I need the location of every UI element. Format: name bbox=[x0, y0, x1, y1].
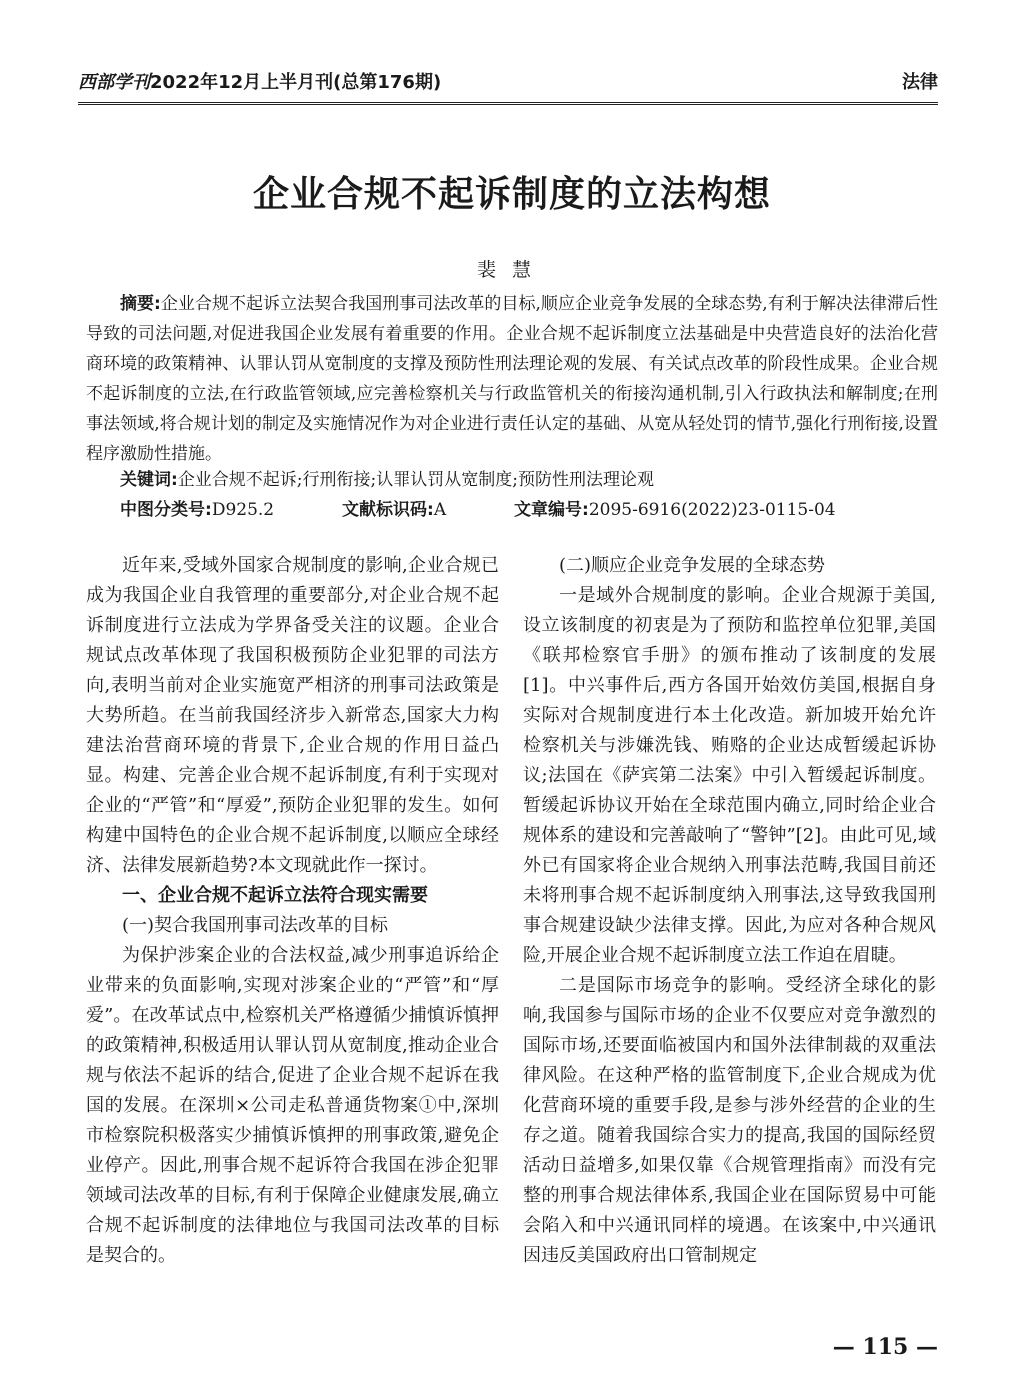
body-column-right bbox=[523, 551, 936, 1271]
page-number: — 115 — bbox=[832, 1334, 938, 1360]
body-paragraph: 二是国际市场竞争的影响。受经济全球化的影响,我国参与国际市场的企业不仅要应对竞争激烈的国际市场,还要面临被国内和国外法律制裁的双重法律风险。在这种严格的监管制度下,企业合规成为优化营商环境的重要手段,是参与涉外经营的企业的生存之道。随着我国综合实力的提高,我国的国际经贸活动日益增多,如果仅靠《合规管理指南》而没有完整的刑事合规法律体系,我国企业在国际贸易中可能会陷入和中兴通讯同样的境遇。在该案中,中兴通讯因违反美国政府出口管制规定 bbox=[523, 975, 936, 1266]
article-title: 企业合规不起诉制度的立法构想 bbox=[252, 174, 771, 215]
subsection-heading: (二)顺应企业竞争发展的全球态势 bbox=[559, 555, 826, 576]
document-code bbox=[342, 495, 446, 525]
keywords bbox=[120, 465, 938, 495]
clc-number bbox=[120, 495, 274, 525]
article-number bbox=[514, 495, 836, 525]
issue-info: 2022年12月上半月刊(总第176期) bbox=[150, 72, 442, 93]
author-name: 裴慧 bbox=[476, 259, 547, 281]
keywords-text: 企业合规不起诉;行刑衔接;认罪认罚从宽制度;预防性刑法理论观 bbox=[177, 470, 654, 490]
section-heading: 一、企业合规不起诉立法符合现实需要 bbox=[122, 885, 428, 906]
clc-value: D925.2 bbox=[211, 500, 275, 520]
running-header bbox=[78, 60, 938, 105]
section-name: 法律 bbox=[902, 72, 938, 93]
keywords-label: 关键词: bbox=[120, 470, 178, 490]
body-column-left bbox=[86, 551, 499, 1271]
body-paragraph: 为保护涉案企业的合法权益,减少刑事追诉给企业带来的负面影响,实现对涉案企业的“严管”和“厚爱”。在改革试点中,检察机关严格遵循少捕慎诉慎押的政策精神,积极适用认罪认罚从宽制度,推动企业合规与依法不起诉的结合,促进了企业合规不起诉在我国的发展。在深圳×公司走私普通货物案①中,深圳市检察院积极落实少捕慎诉慎押的刑事政策,避免企业停产。因此,刑事合规不起诉符合我国在涉企犯罪领域司法改革的目标,有利于保障企业健康发展,确立合规不起诉制度的法律地位与我国司法改革的目标是契合的。 bbox=[86, 945, 499, 1266]
doc-value: A bbox=[433, 500, 447, 520]
journal-name: 西部学刊 bbox=[78, 72, 150, 93]
article-label: 文章编号: bbox=[514, 500, 589, 520]
header-journal-info bbox=[78, 68, 441, 94]
clc-label: 中图分类号: bbox=[120, 500, 212, 520]
abstract-text: 企业合规不起诉立法契合我国刑事司法改革的目标,顺应企业竞争发展的全球态势,有利于解决法律滞后性导致的司法问题,对促进我国企业发展有着重要的作用。企业合规不起诉制度立法基础是中央营造良好的法治化营商环境的政策精神、认罪认罚从宽制度的支撑及预防性刑法理论观的发展、有关试点改革的阶段性成果。企业合规不起诉制度的立法,在行政监管领域,应完善检察机关与行政监管机关的衔接沟通机制,引入行政执法和解制度;在刑事法领域,将合规计划的制定及实施情况作为对企业进行责任认定的基础、从宽从轻处罚的情节,强化行刑衔接,设置程序激励性措施。 bbox=[86, 294, 938, 464]
doc-label: 文献标识码: bbox=[342, 500, 434, 520]
classification-info bbox=[120, 495, 938, 525]
article-value: 2095-6916(2022)23-0115-04 bbox=[588, 500, 836, 520]
intro-paragraph: 近年来,受域外国家合规制度的影响,企业合规已成为我国企业自我管理的重要部分,对企业合规不起诉制度进行立法成为学界备受关注的议题。企业合规试点改革体现了我国积极预防企业犯罪的司法方向,表明当前对企业实施宽严相济的刑事司法政策是大势所趋。在当前我国经济步入新常态,国家大力构建法治营商环境的背景下,企业合规的作用日益凸显。构建、完善企业合规不起诉制度,有利于实现对企业的“严管”和“厚爱”,预防企业犯罪的发生。如何构建中国特色的企业合规不起诉制度,以顺应全球经济、法律发展新趋势?本文现就此作一探讨。 bbox=[86, 555, 499, 876]
abstract-label: 摘要: bbox=[120, 294, 161, 314]
subsection-heading: (一)契合我国刑事司法改革的目标 bbox=[122, 915, 389, 936]
abstract bbox=[86, 289, 938, 469]
body-paragraph: 一是域外合规制度的影响。企业合规源于美国,设立该制度的初衷是为了预防和监控单位犯罪,美国《联邦检察官手册》的颁布推动了该制度的发展[1]。中兴事件后,西方各国开始效仿美国,根据自身实际对合规制度进行本土化改造。新加坡开始允许检察机关与涉嫌洗钱、贿赂的企业达成暂缓起诉协议;法国在《萨宾第二法案》中引入暂缓起诉制度。暂缓起诉协议开始在全球范围内确立,同时给企业合规体系的建设和完善敲响了“警钟”[2]。由此可见,域外已有国家将企业合规纳入刑事法范畴,我国目前还未将刑事合规不起诉制度纳入刑事法,这导致我国刑事合规建设缺少法律支撑。因此,为应对各种合规风险,开展企业合规不起诉制度立法工作迫在眉睫。 bbox=[523, 585, 936, 966]
